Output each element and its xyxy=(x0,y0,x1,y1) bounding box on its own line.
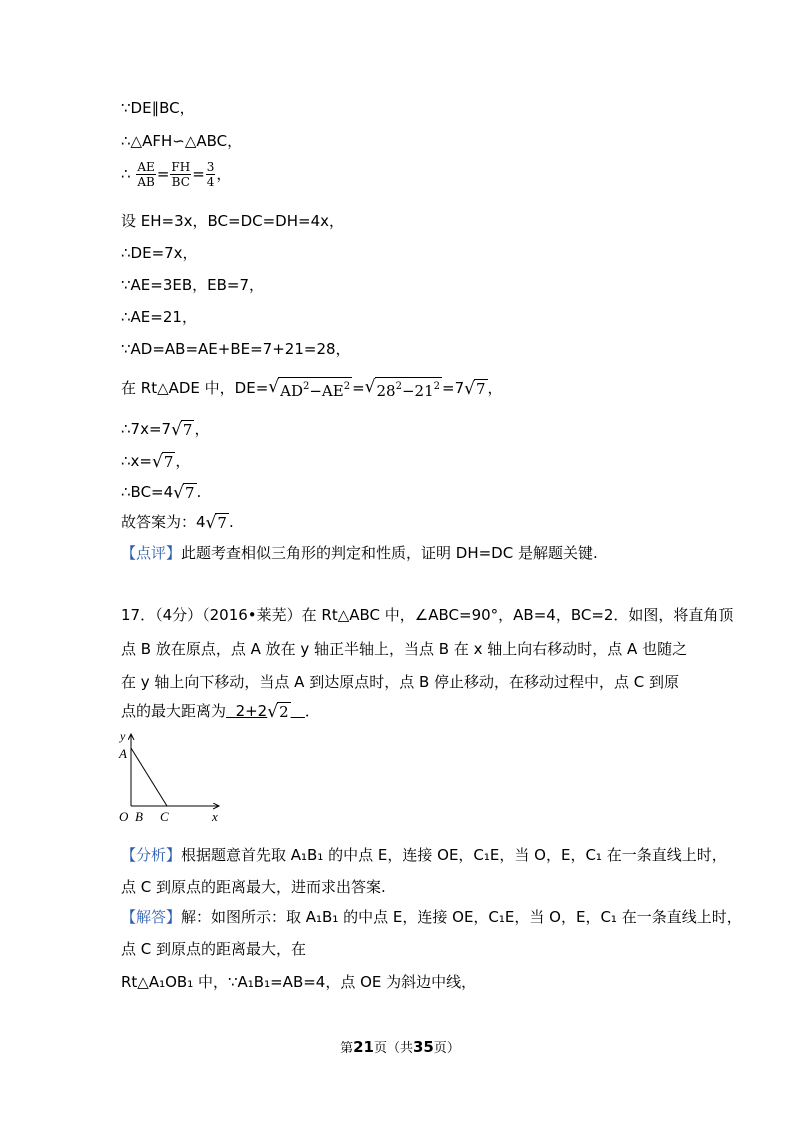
problem-line-2: 点 B 放在原点，点 A 放在 y 轴正半轴上，当点 B 在 x 轴上向右移动时，点 A 也随之 xyxy=(121,640,688,658)
radical-28-21: √ $28^2-21^2$ xyxy=(364,377,440,400)
coordinate-figure xyxy=(115,728,230,828)
radical-7: √ 7 xyxy=(152,451,174,472)
comment-tag: 【点评】 xyxy=(121,544,182,562)
line-11: ∴x= √ 7 ， xyxy=(121,451,191,472)
problem-line-3: 在 y 轴上向下移动，当点 A 到达原点时，点 B 停止移动，在移动过程中，点 C 到原 xyxy=(121,673,680,691)
analysis-line-1: 【分析】根据题意首先取 A₁B₁ 的中点 E，连接 OE，C₁E，当 O，E，C₁ 在一条直线上时， xyxy=(121,846,727,864)
fraction-ae-ab: $\frac{AE}{AB}$ xyxy=(137,160,155,189)
solution-line-3: Rt△A₁OB₁ 中，∵A₁B₁=AB=4，点 OE 为斜边中线， xyxy=(121,973,477,991)
radical-2: √ 2 xyxy=(267,701,289,722)
label-c: C xyxy=(160,809,169,824)
line-12: ∴BC=4 √ 7 . xyxy=(121,482,202,503)
label-x: x xyxy=(212,809,218,824)
line-5: ∴DE=7x， xyxy=(121,244,198,262)
label-a: A xyxy=(119,746,127,761)
analysis-line-2: 点 C 到原点的距离最大，进而求出答案. xyxy=(121,878,386,896)
label-o: O xyxy=(119,809,129,824)
line-8: ∵AD=AB=AE+BE=7+21=28， xyxy=(121,340,351,358)
line-1: ∵DE∥BC， xyxy=(121,99,195,117)
solution-tag: 【解答】 xyxy=(121,908,182,926)
label-y: y xyxy=(120,729,126,743)
line-2: ∴△AFH∽△ABC， xyxy=(121,132,243,150)
line-3-fractions: ∴ $\frac{AE}{AB}$ = $\frac{FH}{BC}$ = $\frac{3}{4}$ ， xyxy=(121,160,232,189)
line-6: ∵AE=3EB，EB=7， xyxy=(121,276,265,294)
solution-line-1: 【解答】解：如图所示：取 A₁B₁ 的中点 E，连接 OE，C₁E，当 O，E，C₁ 在一条直线上时， xyxy=(121,908,742,926)
fraction-3-4: $\frac{3}{4}$ xyxy=(206,160,215,189)
radical-7: √ 7 xyxy=(464,378,486,399)
line-10: ∴7x=7 √ 7 ， xyxy=(121,419,210,440)
label-b: B xyxy=(135,809,143,824)
line-7: ∴AE=21， xyxy=(121,308,197,326)
analysis-tag: 【分析】 xyxy=(121,846,182,864)
solution-line-2: 点 C 到原点的距离最大，在 xyxy=(121,940,307,958)
radical-7: √ 7 xyxy=(205,512,227,533)
line-9-radicals: 在 Rt△ADE 中，DE= √ $AD^2-AE^2$ = √ $28^2-21^2$ =7 √ 7 ， xyxy=(121,377,503,400)
answer-blank: 2+2 √ 2 xyxy=(235,701,289,722)
problem-line-1: 17．（4分）（2016•莱芜）在 Rt△ABC 中，∠ABC=90°，AB=4，BC=2．如图，将直角顶 xyxy=(121,606,734,624)
radical-7: √ 7 xyxy=(173,482,195,503)
segment-ac xyxy=(131,748,167,806)
radical-ad-ae: √ $AD^2-AE^2$ xyxy=(268,377,351,400)
problem-line-4: 点的最大距离为 2+2 √ 2 ． xyxy=(121,701,320,722)
radical-7: √ 7 xyxy=(171,419,193,440)
page-footer: 第21页（共35页） xyxy=(340,1038,460,1056)
comment-line: 【点评】此题考查相似三角形的判定和性质，证明 DH=DC 是解题关键. xyxy=(121,544,598,562)
fraction-fh-bc: $\frac{FH}{BC}$ xyxy=(171,160,191,189)
line-4: 设 EH=3x，BC=DC=DH=4x， xyxy=(121,212,344,230)
page-number: 21 xyxy=(353,1038,374,1056)
line-13-answer: 故答案为：4 √ 7 . xyxy=(121,512,234,533)
total-pages: 35 xyxy=(413,1038,434,1056)
